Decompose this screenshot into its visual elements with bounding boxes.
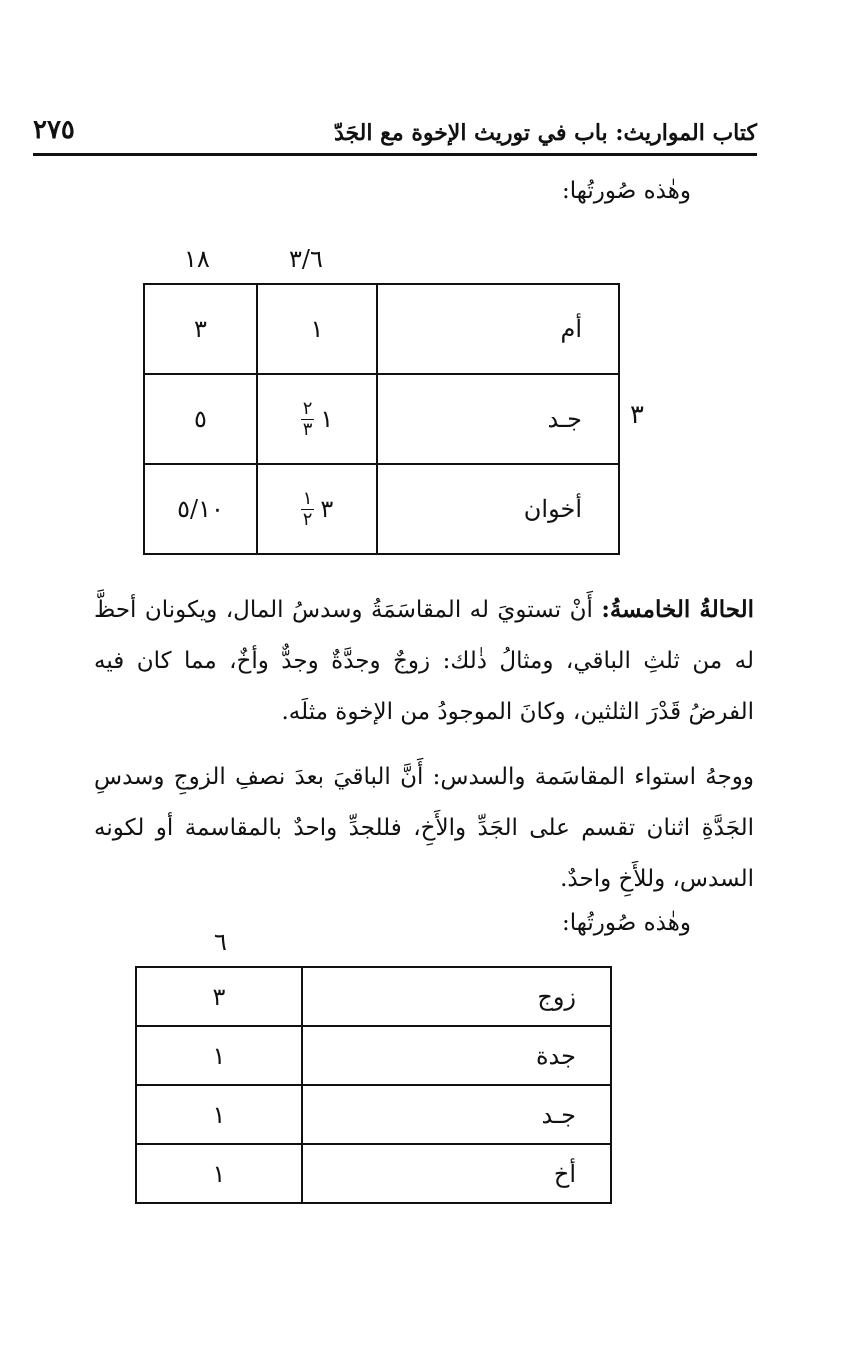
- table-2-heir-cell: جدة: [302, 1026, 611, 1085]
- table-row: [136, 1085, 611, 1144]
- table-1-result-cell: ٥/١٠: [144, 464, 257, 554]
- table-1-col-header-left: ١٨: [184, 245, 210, 273]
- table-1-row-group-label: ٣: [630, 400, 644, 430]
- table-2-heir-cell: جـد: [302, 1085, 611, 1144]
- fraction-denominator: ٣: [302, 418, 313, 440]
- table-2-value-cell: ١: [136, 1026, 302, 1085]
- fraction-denominator: ٢: [302, 508, 313, 530]
- paragraph-explanation: ووجهُ استواء المقاسَمة والسدس: أَنَّ الباقيَ بعدَ نصفِ الزوجِ وسدسِ الجَدَّةِ اثنان تقسم على الجَدِّ والأَخِ، فللجدِّ واحدٌ بالمقاسمة أو لكونه السدس، وللأَخِ واحدٌ.: [94, 764, 754, 892]
- fraction-numerator: ١: [302, 487, 313, 509]
- whole-part: ٣: [320, 495, 334, 523]
- running-header-title: كتاب المواريث: باب في توريث الإخوة مع الجَدّ: [333, 120, 757, 146]
- table-2-value-cell: ١: [136, 1144, 302, 1203]
- mixed-number: [301, 487, 334, 530]
- table-1-heir-cell: أخوان: [377, 464, 619, 554]
- paragraph-body: أَنْ تستويَ له المقاسَمَةُ وسدسُ المال، ويكونان أحظَّ له من ثلثِ الباقي، ومثالُ ذٰلك: زوجٌ وجدَّةٌ وجدٌّ وأخٌ، مما كان فيه الفرضُ قَدْرَ الثلثين، وكانَ الموجودُ من الإخوة مثلَه.: [94, 597, 754, 725]
- table-2-heir-cell: أخ: [302, 1144, 611, 1203]
- table-row: [144, 284, 619, 374]
- table-2-col-header: ٦: [214, 928, 227, 956]
- table-1-share-cell: ١: [257, 284, 377, 374]
- table-1-caption: وهٰذه صُورتُها:: [562, 178, 691, 204]
- table-1-share-cell: [257, 464, 377, 554]
- paragraph-fifth-case: [94, 584, 754, 738]
- table-row: [144, 464, 619, 554]
- header-rule: [33, 153, 757, 156]
- table-2-caption: وهٰذه صُورتُها:: [562, 910, 691, 936]
- table-2: [135, 966, 612, 1204]
- table-1-result-cell: ٥: [144, 374, 257, 464]
- table-row: [144, 374, 619, 464]
- paragraph-bold-lead: الحالةُ الخامسةُ:: [601, 596, 754, 623]
- fraction: [301, 397, 315, 440]
- table-row: [136, 1026, 611, 1085]
- table-1-share-cell: [257, 374, 377, 464]
- fraction-numerator: ٢: [302, 397, 313, 419]
- page-number: ٢٧٥: [33, 115, 75, 145]
- fraction: [301, 487, 315, 530]
- table-1-heir-cell: جـد: [377, 374, 619, 464]
- table-1-result-cell: ٣: [144, 284, 257, 374]
- table-2-heir-cell: زوج: [302, 967, 611, 1026]
- mixed-number: [301, 397, 334, 440]
- table-2-value-cell: ٣: [136, 967, 302, 1026]
- table-row: [136, 1144, 611, 1203]
- whole-part: ١: [320, 405, 334, 433]
- table-1-col-header-middle: ٣/٦: [289, 245, 323, 273]
- table-1: [143, 283, 620, 555]
- table-row: [136, 967, 611, 1026]
- table-2-value-cell: ١: [136, 1085, 302, 1144]
- table-1-heir-cell: أم: [377, 284, 619, 374]
